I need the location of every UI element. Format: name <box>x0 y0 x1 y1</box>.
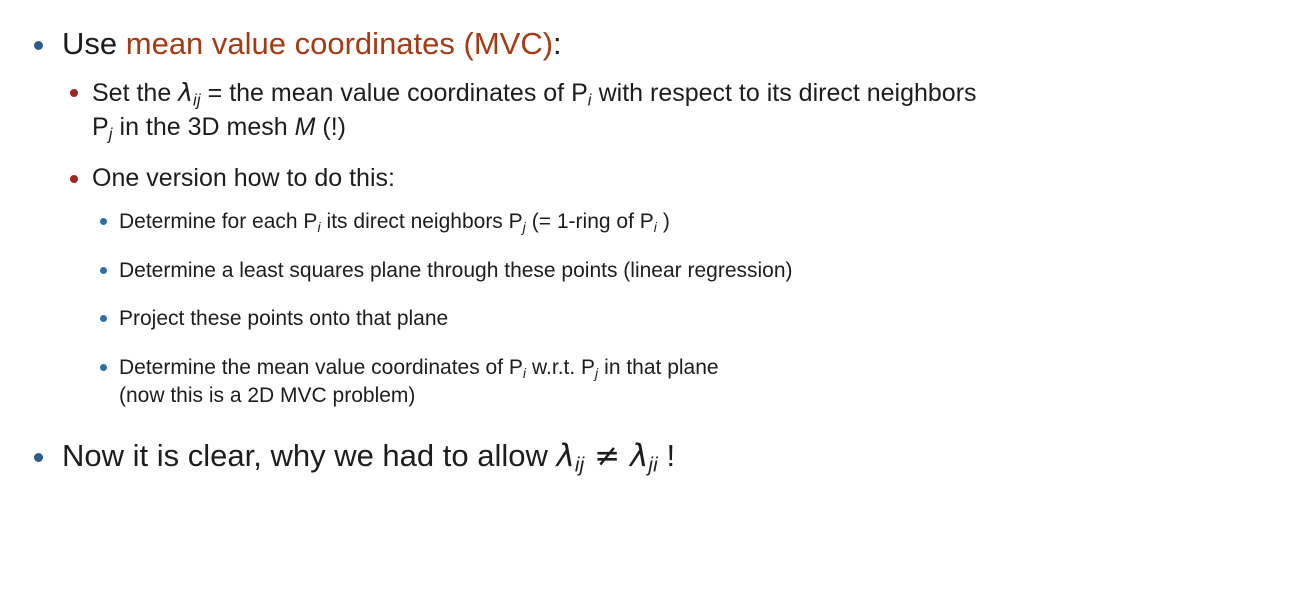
dn-b: its direct neighbors P <box>320 209 523 233</box>
dn-sub-i2: i <box>653 218 658 235</box>
use-mvc-line <box>62 24 1263 64</box>
outline-level-2 <box>62 76 1263 410</box>
set-lambda-c: with respect to its direct neighbors <box>591 78 977 107</box>
one-version-text: One version how to do this: <box>92 164 395 193</box>
determine-mvc-text <box>119 354 1263 410</box>
bullet-one-version <box>62 162 1263 410</box>
bullet-dot-icon <box>70 89 78 97</box>
dn-sub-i: i <box>317 218 321 235</box>
lambda-symbol-1: λ <box>556 438 575 475</box>
dm-c: in that plane <box>598 356 719 380</box>
use-mvc-suffix: : <box>553 26 562 61</box>
lambda-subscript: ij <box>192 91 201 110</box>
dm-sub-i: i <box>522 365 527 382</box>
dm-b: w.r.t. P <box>526 356 596 380</box>
lambda-sub-ij: ij <box>574 453 585 477</box>
lambda-symbol-2: λ <box>630 438 649 475</box>
concl-b: ! <box>657 438 676 474</box>
bullet-determine-neighbors <box>92 208 1263 236</box>
p-subscript-i: i <box>587 91 592 110</box>
use-mvc-accent: mean value coordinates (MVC) <box>125 26 554 61</box>
not-equal-icon: ≠ <box>584 438 631 475</box>
conclusion-text <box>62 436 1263 479</box>
dm-line2: (now this is a 2D MVC problem) <box>119 384 416 408</box>
mesh-symbol-m: M <box>294 113 316 142</box>
set-lambda-text <box>92 76 1263 146</box>
lambda-symbol: λ <box>178 77 193 107</box>
dn-sub-j: j <box>522 218 526 235</box>
set-lambda-line2-b: in the 3D mesh <box>112 113 295 142</box>
set-lambda-a: Set the <box>92 78 179 107</box>
least-squares-plane-text: Determine a least squares plane through these points (linear regression) <box>119 258 793 282</box>
outline-level-3 <box>92 208 1263 410</box>
project-points-text: Project these points onto that plane <box>119 307 449 331</box>
set-lambda-line2-c: (!) <box>315 113 346 142</box>
bullet-dot-icon <box>100 218 107 225</box>
dn-a: Determine for each P <box>119 209 318 233</box>
bullet-determine-mvc <box>92 354 1263 410</box>
bullet-dot-icon <box>70 175 78 183</box>
lambda-sub-ji: ji <box>648 453 658 477</box>
bullet-use-mvc <box>22 24 1263 410</box>
outline-level-1 <box>22 24 1263 479</box>
use-mvc-prefix: Use <box>62 26 126 61</box>
bullet-dot-icon <box>34 41 43 50</box>
p-subscript-j: j <box>108 126 113 144</box>
dm-a: Determine the mean value coordinates of P <box>119 356 523 380</box>
determine-neighbors-text <box>119 210 670 233</box>
bullet-dot-icon <box>100 364 107 371</box>
dm-sub-j: j <box>595 365 599 382</box>
bullet-conclusion <box>22 436 1263 479</box>
bullet-set-lambda <box>62 76 1263 146</box>
bullet-dot-icon <box>34 453 43 462</box>
bullet-project-points <box>92 305 1263 333</box>
dn-d: ) <box>657 209 670 233</box>
bullet-dot-icon <box>100 267 107 274</box>
dn-c: (= 1-ring of P <box>525 209 654 233</box>
set-lambda-b: = the mean value coordinates of P <box>200 78 588 107</box>
bullet-least-squares-plane <box>92 257 1263 285</box>
set-lambda-line2-a: P <box>92 113 109 142</box>
concl-a: Now it is clear, why we had to allow <box>62 438 557 474</box>
bullet-dot-icon <box>100 315 107 322</box>
